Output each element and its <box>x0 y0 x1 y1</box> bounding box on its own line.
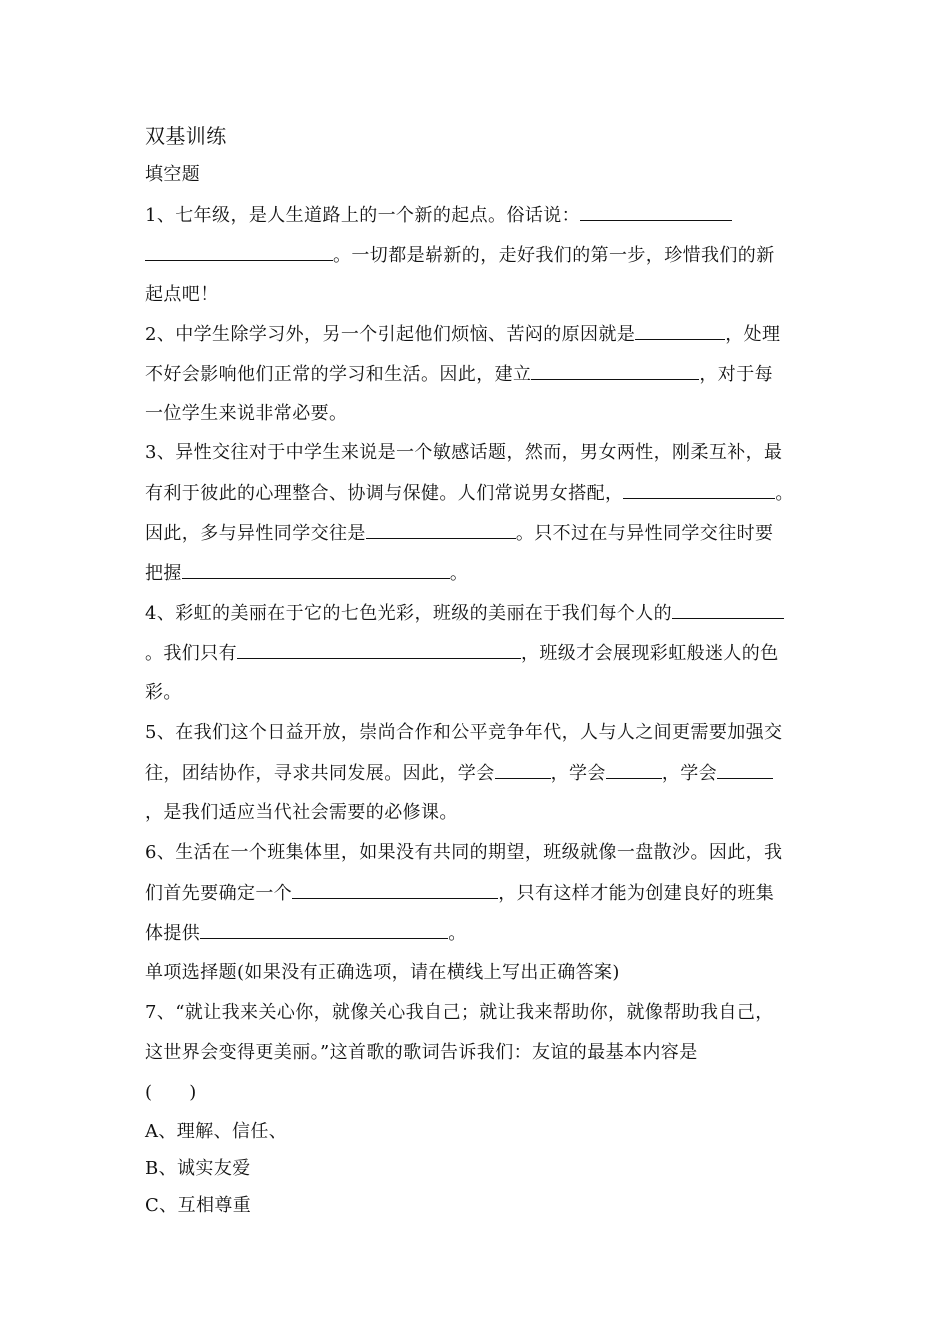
q1-line-1 <box>145 203 732 228</box>
q3-line-2 <box>145 481 794 506</box>
option-c[interactable]: C、互相尊重 <box>145 1195 252 1216</box>
q5-line-1: 5、在我们这个日益开放，崇尚合作和公平竞争年代，人与人之间更需要加强交 <box>145 722 783 743</box>
option-a[interactable]: A、理解、信任、 <box>145 1121 288 1142</box>
q3-text-d2: 。 <box>449 563 469 584</box>
q5-text-b: 往，团结协作，寻求共同发展。因此，学会 <box>145 763 495 784</box>
answer-blank[interactable] <box>623 481 775 499</box>
q5-line-2 <box>145 761 773 786</box>
q4-line-1 <box>145 601 784 626</box>
q6-line-2 <box>145 881 774 906</box>
q3-text-c: 因此，多与异性同学交往是 <box>145 523 366 544</box>
q5-text-b2: ，学会 <box>550 763 606 784</box>
answer-blank[interactable] <box>182 561 450 579</box>
section-choice-note: (如果没有正确选项，请在横线上写出正确答案) <box>237 962 620 983</box>
q3-text-c2: 。只不过在与异性同学交往时要 <box>515 523 774 544</box>
q3-text-b: 有利于彼此的心理整合、协调与保健。人们常说男女搭配， <box>145 483 624 504</box>
q2-line-3: 一位学生来说非常必要。 <box>145 403 348 424</box>
q6-line-3 <box>145 921 467 946</box>
q6-text-c: 体提供 <box>145 923 201 944</box>
q7-line-1: 7、“就让我来关心你，就像关心我自己；就让我来帮助你，就像帮助我自己， <box>145 1002 774 1023</box>
answer-blank[interactable] <box>495 761 551 779</box>
q4-text-b: 。我们只有 <box>145 643 237 664</box>
q2-line-2 <box>145 362 773 387</box>
answer-blank[interactable] <box>200 921 448 939</box>
answer-blank[interactable] <box>580 203 732 221</box>
answer-blank[interactable] <box>717 761 773 779</box>
answer-blank[interactable] <box>145 243 333 261</box>
answer-blank[interactable] <box>366 521 516 539</box>
q3-text-d: 把握 <box>145 563 182 584</box>
q6-text-b: 们首先要确定一个 <box>145 883 293 904</box>
q3-line-4 <box>145 561 468 586</box>
q2-text-b2: ，对于每 <box>699 364 774 385</box>
answer-parentheses[interactable]: ( ) <box>145 1082 197 1103</box>
section-single-choice <box>145 961 620 985</box>
q2-text-a2: ，处理 <box>725 324 781 345</box>
answer-blank[interactable] <box>672 601 784 619</box>
answer-blank[interactable] <box>606 761 662 779</box>
q4-text-b2: ，班级才会展现彩虹般迷人的色 <box>521 643 779 664</box>
q1-line-3: 起点吧！ <box>145 284 219 305</box>
q6-text-b2: ，只有这样才能为创建良好的班集 <box>498 883 775 904</box>
q7-line-2: 这世界会变得更美丽。”这首歌的歌词告诉我们：友谊的最基本内容是 <box>145 1042 698 1063</box>
q4-line-3: 彩。 <box>145 682 182 703</box>
section-fill-in: 填空题 <box>145 164 201 185</box>
q1-line-2 <box>145 243 775 268</box>
q3-text-b2: 。 <box>775 483 794 504</box>
q1-text-b: 。一切都是崭新的，走好我们的第一步，珍惜我们的新 <box>333 245 775 266</box>
section-choice-title: 单项选择题 <box>145 962 237 983</box>
q5-text-b3: ，学会 <box>661 763 718 784</box>
page-title: 双基训练 <box>145 124 227 148</box>
q2-text-b: 不好会影响他们正常的学习和生活。因此，建立 <box>145 364 532 385</box>
answer-blank[interactable] <box>237 641 521 659</box>
answer-blank[interactable] <box>531 362 699 380</box>
option-b[interactable]: B、诚实友爱 <box>145 1158 251 1179</box>
q5-line-3: ，是我们适应当代社会需要的必修课。 <box>145 802 458 823</box>
q3-line-3 <box>145 521 773 546</box>
answer-blank[interactable] <box>292 881 498 899</box>
q3-line-1: 3、异性交往对于中学生来说是一个敏感话题，然而，男女两性，刚柔互补，最 <box>145 442 783 463</box>
q4-line-2 <box>145 641 779 666</box>
q1-text-a: 1、七年级，是人生道路上的一个新的起点。俗话说： <box>145 205 581 226</box>
q6-line-1: 6、生活在一个班集体里，如果没有共同的期望，班级就像一盘散沙。因此，我 <box>145 842 783 863</box>
answer-blank[interactable] <box>635 322 725 340</box>
q6-text-c2: 。 <box>448 923 467 944</box>
q4-text-a: 4、彩虹的美丽在于它的七色光彩，班级的美丽在于我们每个人的 <box>145 603 673 624</box>
q2-text-a: 2、中学生除学习外，另一个引起他们烦恼、苦闷的原因就是 <box>145 324 636 345</box>
q2-line-1 <box>145 322 780 347</box>
